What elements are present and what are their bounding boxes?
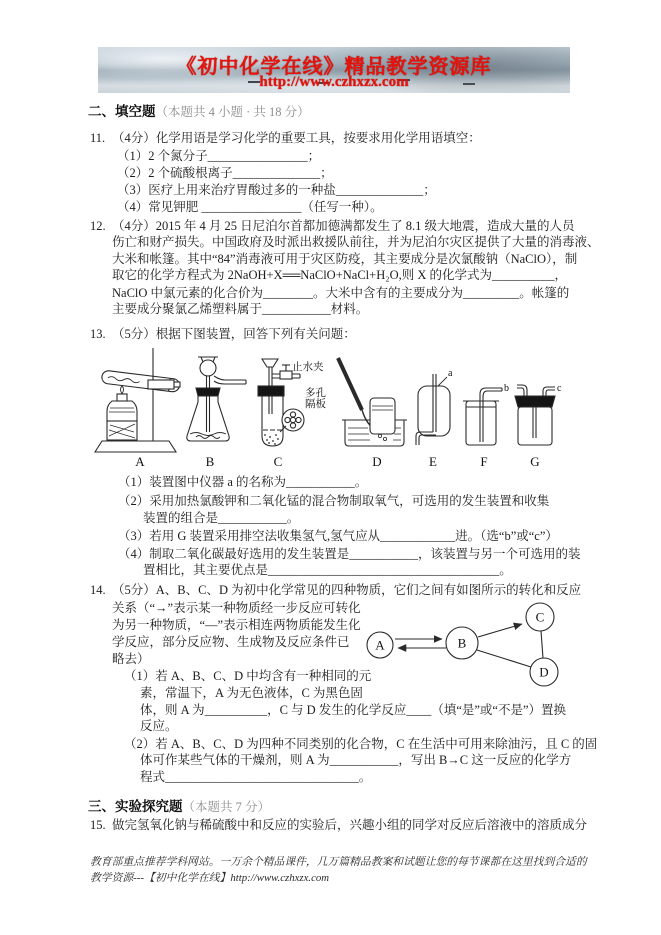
apparatus-G xyxy=(515,385,555,445)
q14-item-1-line-4: 反应。 xyxy=(140,719,178,733)
section-fill-heading-row xyxy=(88,104,310,120)
q14-item-1-line-2: 素，常温下，A 为无色液体，C 为黑色固 xyxy=(140,686,363,700)
q14-stem-line-1: （5分）A、B、C、D 为初中化学常见的四种物质，它们之间有如图所示的转化和反应 xyxy=(112,583,582,597)
q12-line-6: 主要成分聚氯乙烯塑料属于___________材料。 xyxy=(112,302,369,316)
edge-B-D xyxy=(477,650,531,667)
section-exp-note: （本题共 7 分） xyxy=(182,800,271,814)
edge-C-D xyxy=(541,631,543,658)
q13-stem: （5分）根据下图装置，回答下列有关问题： xyxy=(112,327,356,341)
q14-relationship-diagram xyxy=(362,598,590,692)
q13-number: 13. xyxy=(90,327,106,341)
site-banner xyxy=(98,47,570,93)
node-C-label: C xyxy=(535,609,545,625)
section-exp-heading: 三、实验探究题 xyxy=(88,799,183,814)
q14-item-1-line-1: （1）若 A、B、C、D 中均含有一种相同的元 xyxy=(124,669,372,683)
apparatus-F xyxy=(463,388,502,445)
section-exp-heading-row xyxy=(88,799,270,815)
apparatus-D xyxy=(338,358,407,446)
footer-line-2: 教学资源---【初中化学在线】http://www.czhxzx.com xyxy=(90,872,330,884)
q12-line-5: NaClO 中氯元素的化合价为________。大米中含有的主要成分为_________。帐篷的 xyxy=(112,286,570,300)
q11-stem: （4分）化学用语是学习化学的重要工具，按要求用化学用语填空： xyxy=(112,131,481,145)
q14-item-1-line-3: 体，则 A 为__________，C 与 D 发生的化学反应____（填“是”或“不是”）置换 xyxy=(140,703,567,717)
q11-item-4: （4）常见钾肥 ________________（任写一种）。 xyxy=(117,200,383,214)
diagram-edges xyxy=(395,624,543,667)
apparatus-letter-D: D xyxy=(372,454,382,469)
apparatus-letter-A: A xyxy=(135,454,145,469)
q11-number: 11. xyxy=(90,131,106,145)
port-c-label: c xyxy=(557,383,562,394)
q13-item-3: （3）若用 G 装置采用排空法收集氢气,氢气应从____________进。（选“b”或“c”） xyxy=(118,529,558,543)
footer-line-1: 教育部重点推荐学科网站。一万余个精品课件，几万篇精品教案和试题让您的每节课都在这里找到合适的 xyxy=(90,856,587,868)
node-D-label: D xyxy=(539,664,549,680)
q13-item-4-line-2: 置相比，其主要优点是_____________________________________。 xyxy=(143,563,512,577)
banner-url: http://www.czhxzx.com xyxy=(259,74,409,90)
q12-line-3: 大米和帐篷。其中“84”消毒液可用于灾区防疫，其主要成分是次氯酸钠（NaClO），制 xyxy=(112,252,578,266)
apparatus-letter-C: C xyxy=(273,454,283,469)
apparatus-letter-F: F xyxy=(480,454,488,469)
q15-stem: 做完氢氧化钠与稀硫酸中和反应的实验后，兴趣小组的同学对反应后溶液中的溶质成分 xyxy=(112,818,588,832)
q14-stem-line-4: 学反应，部分反应物、生成物及反应条件已 xyxy=(112,635,350,649)
apparatus-A xyxy=(95,348,180,452)
q11-item-2: （2）2 个硫酸根离子______________； xyxy=(117,166,333,180)
section-fill-note: （本题共 4 小题 · 共 18 分） xyxy=(155,105,310,119)
apparatus-B xyxy=(187,357,246,441)
apparatus-letter-E: E xyxy=(429,454,437,469)
q13-item-4-line-1: （4）制取二氧化碳最好选用的发生装置是___________，该装置与另一个可选用的装 xyxy=(118,547,581,561)
edge-B-to-C xyxy=(478,624,522,637)
q12-line-4: 取它的化学方程式为 2NaOH+X══NaClO+NaCl+H₂O,则 X 的化学式为__________， xyxy=(112,268,568,282)
port-a-label: a xyxy=(448,368,453,379)
q12-line-1: （4分）2015 年 4 月 25 日尼泊尔首都加德满都发生了 8.1 级大地震，造成大量的人员 xyxy=(112,219,575,233)
banner-title: 《初中化学在线》精品教学资源库 xyxy=(176,56,492,78)
q14-number: 14. xyxy=(90,583,106,597)
q12-number: 12. xyxy=(90,219,106,233)
section-fill-heading: 二、填空题 xyxy=(88,104,156,119)
apparatus-letter-B: B xyxy=(205,454,215,469)
porous-plate-label-1: 多孔 xyxy=(305,388,326,399)
node-A-label: A xyxy=(375,637,385,653)
q13-item-2-line-1: （2）采用加热氯酸钾和二氧化锰的混合物制取氧气，可选用的发生装置和收集 xyxy=(118,494,550,508)
q14-stem-line-3: 为另一种物质，“—”表示相连两物质能发生化 xyxy=(112,618,361,632)
q14-stem-line-5: 略去） xyxy=(112,652,150,666)
q15-number: 15. xyxy=(90,818,106,832)
q14-item-2-line-1: （2）若 A、B、C、D 为四种不同类别的化合物，C 在生活中可用来除油污，且 C 的固 xyxy=(124,737,598,751)
port-b-label: b xyxy=(504,383,509,394)
apparatus-figure xyxy=(86,344,570,470)
apparatus-letter-G: G xyxy=(530,454,540,469)
q14-stem-line-2: 关系（“→”表示某一种物质经一步反应可转化 xyxy=(112,601,361,615)
q13-item-1: （1）装置图中仪器 a 的名称为___________。 xyxy=(118,475,368,489)
q14-item-2-line-2: 体可作某些气体的干燥剂，则 A 为___________，写出 B→C 这一反应的化学方 xyxy=(140,753,572,767)
q11-item-3: （3）医疗上用来治疗胃酸过多的一种盐______________； xyxy=(117,183,436,197)
q11-item-1: （1）2 个氮分子________________； xyxy=(117,149,321,163)
q12-line-2: 伤亡和财产损失。中国政府及时派出救援队前往，并为尼泊尔灾区提供了大量的消毒液、 xyxy=(112,235,600,249)
apparatus-E xyxy=(416,374,450,445)
node-B-label: B xyxy=(457,635,467,651)
pinch-clamp-label: 止水夹 xyxy=(292,362,324,373)
q13-item-2-line-2: 装置的组合是___________。 xyxy=(143,511,300,525)
porous-plate-label-2: 隔板 xyxy=(305,399,326,410)
q14-item-2-line-3: 程式_______________________________。 xyxy=(140,770,372,784)
